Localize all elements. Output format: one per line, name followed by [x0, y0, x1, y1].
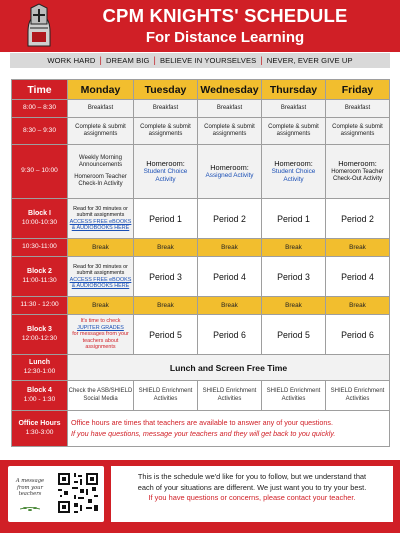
homeroom-label: Homeroom: [274, 158, 313, 168]
table-row [12, 315, 390, 355]
schedule-cell: Complete & submit assignments [134, 118, 198, 145]
time-cell [12, 315, 68, 355]
homeroom-activity: Assigned Activity [205, 172, 254, 180]
header-banner [0, 0, 400, 52]
period-cell: Period 3 [262, 257, 326, 297]
separator-icon: | [153, 55, 156, 65]
homeroom-cell [326, 145, 390, 199]
qr-caption: A message from your teachers [15, 478, 45, 497]
homeroom-activity: Student Choice Activity [143, 168, 188, 183]
footer-note-line: each of your situations are different. We just want you to try your best. [137, 482, 367, 492]
footer-note-line: If you have questions or concerns, please contact your teacher. [148, 493, 356, 503]
column-header: Monday [68, 80, 134, 100]
block-label: Block 4 [27, 387, 52, 394]
time-cell: 8:00 – 8:30 [12, 100, 68, 118]
checkin-text: Homeroom Teacher Check-In Activity [74, 173, 127, 187]
schedule-cell: Complete & submit assignments [68, 118, 134, 145]
break-cell: Break [198, 239, 262, 257]
period-cell: Period 1 [134, 199, 198, 239]
page-title: CPM KNIGHTS' SCHEDULE [102, 5, 348, 26]
schedule-cell: Breakfast [68, 100, 134, 118]
footer-banner [0, 460, 400, 533]
table-row [12, 297, 390, 315]
time-cell: 10:30-11:00 [12, 239, 68, 257]
footer-note [111, 466, 393, 522]
break-cell: Break [68, 239, 134, 257]
homeroom-cell [198, 145, 262, 199]
time-cell [12, 411, 68, 447]
period-cell: Period 1 [262, 199, 326, 239]
table-row [12, 100, 390, 118]
table-row [12, 145, 390, 199]
ebooks-link[interactable]: ACCESS FREE eBOOKS & AUDIOBOOKS HERE [69, 276, 132, 289]
qr-code-icon[interactable] [56, 471, 100, 515]
schedule-cell [68, 199, 134, 239]
schedule-cell: Complete & submit assignments [262, 118, 326, 145]
homeroom-label: Homeroom: [146, 158, 185, 168]
column-header: Time [12, 80, 68, 100]
schedule-cell: Breakfast [326, 100, 390, 118]
schedule-cell [68, 315, 134, 355]
table-row [12, 381, 390, 411]
table-row [12, 355, 390, 381]
time-cell: 11:30 - 12:00 [12, 297, 68, 315]
period-cell: Period 3 [134, 257, 198, 297]
schedule-cell [68, 145, 134, 199]
office-hours-text: Office hours are times that teachers are available to answer any of your questions. [71, 418, 333, 428]
break-cell: Break [326, 297, 390, 315]
break-cell: Break [134, 239, 198, 257]
period-cell: Period 6 [198, 315, 262, 355]
table-row [12, 118, 390, 145]
block-time: 11:00-11:30 [22, 276, 57, 284]
office-hours-text: If you have questions, message your teachers and they will get back to you quickly. [71, 428, 336, 438]
block-label: Block 2 [27, 268, 52, 275]
homeroom-label: Homeroom: [210, 162, 249, 172]
block-time: 12:30-1:00 [23, 367, 56, 375]
period-cell: Period 4 [326, 257, 390, 297]
schedule-cell: SHIELD Enrichment Activities [262, 381, 326, 411]
column-header: Tuesday [134, 80, 198, 100]
table-row [12, 411, 390, 447]
homeroom-activity: Student Choice Activity [271, 168, 316, 183]
schedule-cell: SHIELD Enrichment Activities [326, 381, 390, 411]
schedule-cell: Breakfast [198, 100, 262, 118]
schedule-table [11, 79, 390, 447]
table-row [12, 199, 390, 239]
separator-icon: | [99, 55, 102, 65]
grades-text: It's time to check [80, 318, 121, 325]
block-label: Lunch [29, 359, 50, 366]
office-hours-cell [68, 411, 390, 447]
announcement-text: Weekly Morning Announcements [78, 154, 123, 168]
block-time: 10:00-10:30 [21, 218, 58, 226]
jupiter-grades-link[interactable]: JUPITER GRADES [77, 324, 124, 331]
reading-text: Read for 30 minutes or submit assignments [73, 205, 128, 219]
schedule-cell: Complete & submit assignments [198, 118, 262, 145]
motto-bar [10, 53, 390, 68]
schedule-cell: SHIELD Enrichment Activities [134, 381, 198, 411]
block-time: 1:30-3:00 [25, 428, 54, 436]
time-cell [12, 257, 68, 297]
time-cell: 8:30 – 9:30 [12, 118, 68, 145]
ebooks-link[interactable]: ACCESS FREE eBOOKS & AUDIOBOOKS HERE [69, 218, 132, 231]
column-header: Friday [326, 80, 390, 100]
table-row [12, 257, 390, 297]
homeroom-cell [262, 145, 326, 199]
period-cell: Period 2 [326, 199, 390, 239]
homeroom-cell [134, 145, 198, 199]
table-row [12, 239, 390, 257]
break-cell: Break [134, 297, 198, 315]
motto-item: DREAM BIG [105, 56, 150, 65]
block-label: Office Hours [18, 420, 61, 427]
homeroom-label: Homeroom: [338, 159, 377, 169]
schedule-cell: Complete & submit assignments [326, 118, 390, 145]
time-cell: 9:30 – 10:00 [12, 145, 68, 199]
header-row [12, 80, 390, 100]
time-cell [12, 199, 68, 239]
time-cell [12, 355, 68, 381]
separator-icon: | [260, 55, 263, 65]
homeroom-activity: Homeroom Teacher Check-Out Activity [331, 168, 384, 182]
lunch-cell: Lunch and Screen Free Time [68, 355, 390, 381]
block-label: Block 3 [27, 326, 52, 333]
break-cell: Break [198, 297, 262, 315]
time-cell [12, 381, 68, 411]
page-subtitle: For Distance Learning [145, 29, 305, 46]
block-time: 1:00 - 1:30 [23, 395, 56, 403]
motto-item: BELIEVE IN YOURSELVES [159, 56, 257, 65]
period-cell: Period 5 [262, 315, 326, 355]
schedule-cell: Breakfast [134, 100, 198, 118]
block-label: Block I [28, 210, 51, 217]
motto-item: NEVER, EVER GIVE UP [266, 56, 353, 65]
knight-helmet-icon [22, 2, 56, 50]
block-time: 12:00-12:30 [21, 334, 58, 342]
qr-panel [8, 466, 104, 522]
break-cell: Break [68, 297, 134, 315]
motto-item: WORK HARD [47, 56, 96, 65]
schedule-cell: Check the ASB/SHIELD Social Media [68, 381, 134, 411]
period-cell: Period 2 [198, 199, 262, 239]
break-cell: Break [262, 297, 326, 315]
schedule-cell [68, 257, 134, 297]
column-header: Thursday [262, 80, 326, 100]
schedule-cell: SHIELD Enrichment Activities [198, 381, 262, 411]
period-cell: Period 4 [198, 257, 262, 297]
break-cell: Break [262, 239, 326, 257]
column-header: Wednesday [198, 80, 262, 100]
period-cell: Period 6 [326, 315, 390, 355]
schedule-cell: Breakfast [262, 100, 326, 118]
grades-text: for messages from your teachers about assignments [72, 331, 129, 351]
leaf-icon [20, 506, 40, 512]
period-cell: Period 5 [134, 315, 198, 355]
footer-note-line: This is the schedule we'd like for you to follow, but we understand that [137, 472, 367, 481]
break-cell: Break [326, 239, 390, 257]
reading-text: Read for 30 minutes or submit assignments [73, 263, 128, 277]
